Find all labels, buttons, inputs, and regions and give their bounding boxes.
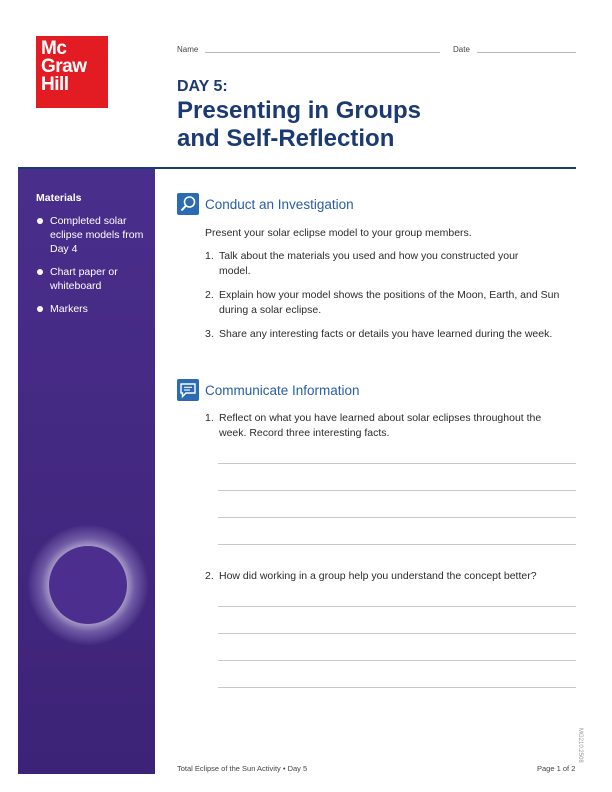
step-text: Explain how your model shows the positions of the Moon, Earth, and Sun during a solar eclipse.: [219, 289, 560, 316]
answer-line[interactable]: [218, 633, 576, 634]
material-item: Chart paper or whiteboard: [36, 265, 148, 293]
materials-title: Materials: [36, 192, 82, 204]
day-label: DAY 5:: [177, 78, 228, 95]
answer-line[interactable]: [218, 687, 576, 688]
answer-line[interactable]: [218, 517, 576, 518]
reflection-question-1: [205, 411, 565, 441]
step-text: Talk about the materials you used and how you constructed your model.: [219, 250, 519, 277]
answer-line[interactable]: [218, 463, 576, 464]
answer-line[interactable]: [218, 606, 576, 607]
answer-line[interactable]: [218, 544, 576, 545]
investigation-step: [205, 288, 565, 318]
eclipse-moon-disc: [49, 546, 127, 624]
mcgraw-hill-logo: [36, 36, 108, 108]
question-text: How did working in a group help you understand the concept better?: [219, 570, 537, 582]
materials-list: [36, 214, 148, 325]
logo-line-3: Hill: [41, 74, 69, 95]
investigation-step: [205, 327, 565, 342]
footer-title: Total Eclipse of the Sun Activity • Day 5: [177, 764, 308, 773]
question-number: 2.: [205, 570, 214, 582]
step-number: 1.: [205, 250, 214, 262]
step-text: Share any interesting facts or details you have learned during the week.: [219, 328, 553, 340]
material-item: Completed solar eclipse models from Day 4: [36, 214, 148, 256]
page-title: [177, 97, 421, 153]
name-field[interactable]: [205, 52, 440, 53]
investigation-step: [205, 249, 565, 279]
step-number: 2.: [205, 289, 214, 301]
title-line-1: Presenting in Groups: [177, 97, 422, 124]
investigation-heading: Conduct an Investigation: [205, 197, 354, 212]
name-label: Name: [177, 45, 199, 54]
title-line-2: and Self-Reflection: [177, 125, 395, 152]
magnifier-icon: [177, 193, 199, 215]
answer-line[interactable]: [218, 490, 576, 491]
communicate-heading: Communicate Information: [205, 383, 360, 398]
investigation-intro: Present your solar eclipse model to your group members.: [205, 227, 472, 239]
date-label: Date: [453, 45, 470, 54]
material-item: Markers: [36, 302, 148, 316]
speech-bubble-icon: [177, 379, 199, 401]
document-code: MG210.2508: [577, 728, 583, 763]
answer-line[interactable]: [218, 660, 576, 661]
reflection-question-2: [205, 569, 577, 584]
logo-line-2: Graw: [41, 56, 87, 77]
date-field[interactable]: [477, 52, 576, 53]
logo-line-1: Mc: [41, 38, 67, 59]
question-number: 1.: [205, 412, 214, 424]
question-text: Reflect on what you have learned about solar eclipses throughout the week. Record three interesting facts.: [219, 412, 542, 439]
page-number: Page 1 of 2: [537, 764, 576, 773]
step-number: 3.: [205, 328, 214, 340]
